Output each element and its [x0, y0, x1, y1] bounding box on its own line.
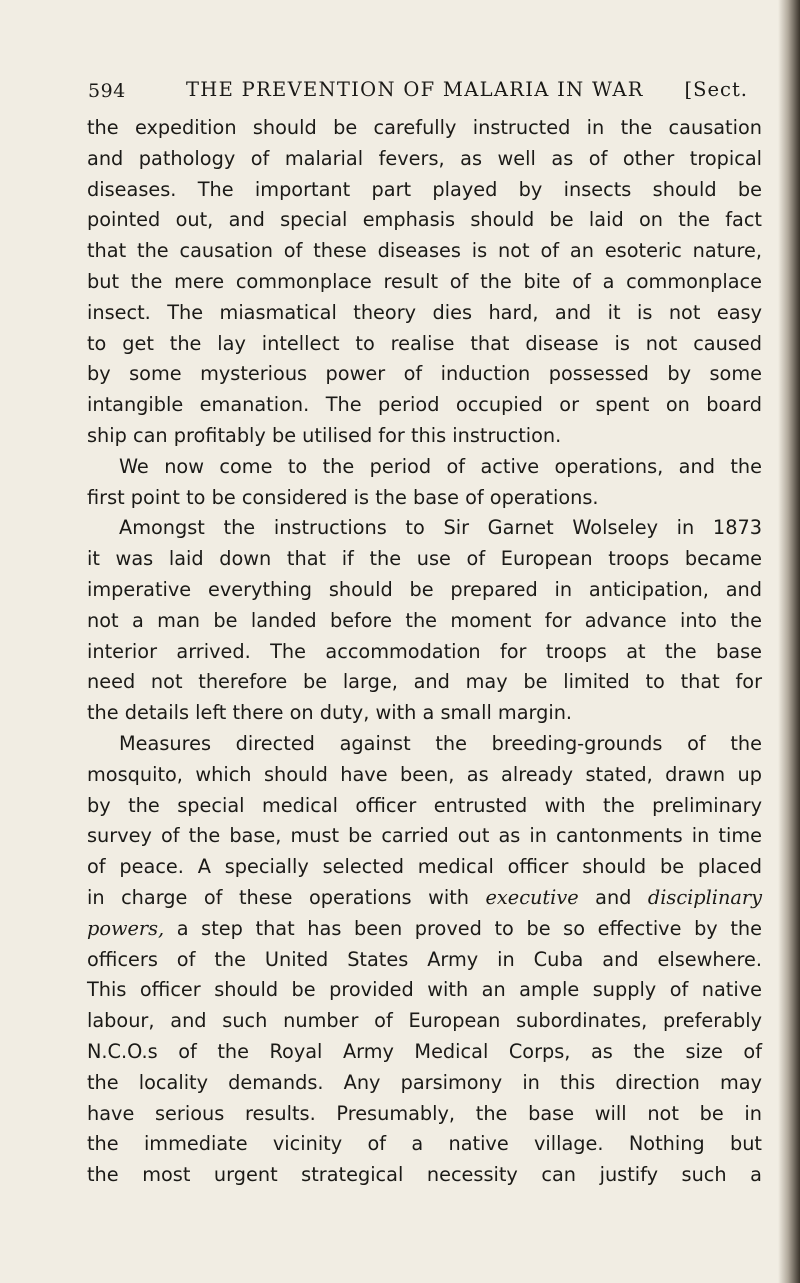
text-line: need not therefore be large, and may be limited to that for — [87, 670, 762, 694]
italic-word: powers, — [87, 916, 165, 940]
text-line: interior arrived. The accommodation for troops at the base — [87, 639, 762, 663]
text-line: not a man be landed before the moment for advance into the — [87, 608, 762, 632]
text-line: it was laid down that if the use of European troops became — [87, 547, 762, 571]
text-line: of peace. A specially selected medical officer should be placed — [87, 855, 762, 879]
text-line: and pathology of malarial fevers, as well as of other tropical — [87, 146, 762, 170]
text-line: the expedition should be carefully instructed in the causation — [87, 116, 762, 139]
text-line: mosquito, which should have been, as already stated, drawn up — [87, 762, 762, 786]
text-segment: and — [595, 885, 632, 909]
running-header — [88, 76, 748, 116]
section-marker: [Sect. — [684, 78, 748, 101]
text-line: intangible emanation. The period occupied or spent on board — [87, 393, 762, 417]
text-line: have serious results. Presumably, the base will not be in — [87, 1101, 762, 1125]
text-line: We now come to the period of active operations, and the — [119, 454, 762, 478]
text-line: to get the lay intellect to realise that disease is not caused — [87, 331, 762, 355]
text-line: by the special medical officer entrusted with the preliminary — [87, 793, 762, 817]
text-line: Amongst the instructions to Sir Garnet Wolseley in 1873 — [119, 516, 762, 540]
body-text — [87, 113, 762, 1191]
page-number: 594 — [88, 80, 126, 102]
text-line: officers of the United States Army in Cuba and elsewhere. — [87, 947, 762, 971]
text-line: the locality demands. Any parsimony in this direction may — [87, 1070, 762, 1094]
text-line: the immediate vicinity of a native village. Nothing but — [87, 1132, 762, 1156]
text-line: the details left there on duty, with a small margin. — [87, 701, 573, 725]
text-line: labour, and such number of European subordinates, preferably — [87, 1009, 762, 1033]
text-line: the most urgent strategical necessity can justify such a — [87, 1163, 762, 1187]
text-line: but the mere commonplace result of the bite of a commonplace — [87, 269, 762, 293]
italic-word: executive — [485, 885, 579, 909]
text-segment: a step that has been proved to be so effective by the — [176, 916, 762, 940]
text-line: diseases. The important part played by insects should be — [87, 177, 762, 201]
text-line: This officer should be provided with an ample supply of native — [87, 978, 762, 1002]
page-gutter-shadow — [778, 0, 800, 1283]
text-segment: in charge of these operations with — [87, 885, 469, 909]
text-line: imperative everything should be prepared in anticipation, and — [87, 577, 762, 601]
text-line-with-italics — [87, 883, 762, 914]
italic-word: disciplinary — [647, 885, 762, 909]
text-line: pointed out, and special emphasis should be laid on the fact — [87, 208, 762, 232]
text-line: insect. The miasmatical theory dies hard, and it is not easy — [87, 300, 762, 324]
text-line: first point to be considered is the base of operations. — [87, 485, 599, 509]
text-line: by some mysterious power of induction possessed by some — [87, 362, 762, 386]
running-title: THE PREVENTION OF MALARIA IN WAR — [186, 78, 644, 101]
text-line: N.C.O.s of the Royal Army Medical Corps, as the size of — [87, 1039, 762, 1063]
text-line: ship can profitably be utilised for this instruction. — [87, 423, 562, 447]
text-line-with-italics — [87, 914, 762, 945]
text-line: Measures directed against the breeding-grounds of the — [119, 731, 762, 755]
text-line: survey of the base, must be carried out as in cantonments in time — [87, 824, 762, 848]
text-line: that the causation of these diseases is not of an esoteric nature, — [87, 239, 762, 263]
